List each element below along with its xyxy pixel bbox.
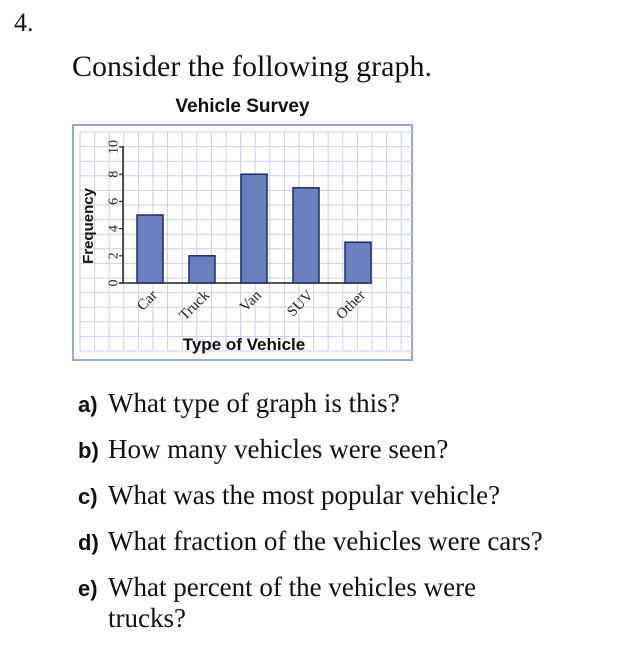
x-tick-label-truck: Truck <box>176 287 213 324</box>
bar-suv <box>293 188 319 283</box>
chart-title: Vehicle Survey <box>175 96 310 117</box>
problem-prompt: Consider the following graph. <box>72 50 432 83</box>
question-e-text: What percent of the vehicles were <box>108 572 477 602</box>
question-e <box>78 572 476 634</box>
x-tick-label-other: Other <box>333 287 369 323</box>
question-d <box>78 526 543 557</box>
question-e-continuation: trucks? <box>108 603 186 633</box>
x-tick-label-suv: SUV <box>284 287 317 321</box>
problem-number: 4. <box>14 8 34 37</box>
y-tick-label: 10 <box>106 140 122 154</box>
question-b <box>78 434 448 465</box>
y-tick-label: 0 <box>106 279 122 287</box>
bar-chart <box>72 124 414 362</box>
question-d-text: What fraction of the vehicles were cars? <box>108 526 543 556</box>
bar-truck <box>189 256 215 283</box>
question-b-text: How many vehicles were seen? <box>108 434 449 464</box>
question-e-label: e) <box>78 576 98 601</box>
y-tick-label: 8 <box>106 170 122 178</box>
y-tick-label: 4 <box>106 225 122 233</box>
bar-car <box>137 215 163 283</box>
question-a <box>78 388 400 419</box>
y-tick-label: 6 <box>106 197 122 205</box>
question-c-label: c) <box>78 484 98 509</box>
question-b-label: b) <box>78 438 99 463</box>
x-tick-label-van: Van <box>237 287 265 316</box>
y-tick-label: 2 <box>106 252 122 260</box>
question-a-label: a) <box>78 392 98 417</box>
bar-van <box>241 174 267 283</box>
x-axis-label: Type of Vehicle <box>182 335 306 354</box>
bar-other <box>345 242 371 283</box>
question-c-text: What was the most popular vehicle? <box>108 480 501 510</box>
x-tick-label-car: Car <box>134 287 161 315</box>
question-a-text: What type of graph is this? <box>108 388 400 418</box>
y-axis-label: Frequency <box>80 188 97 264</box>
question-c <box>78 480 500 511</box>
question-d-label: d) <box>78 530 99 555</box>
